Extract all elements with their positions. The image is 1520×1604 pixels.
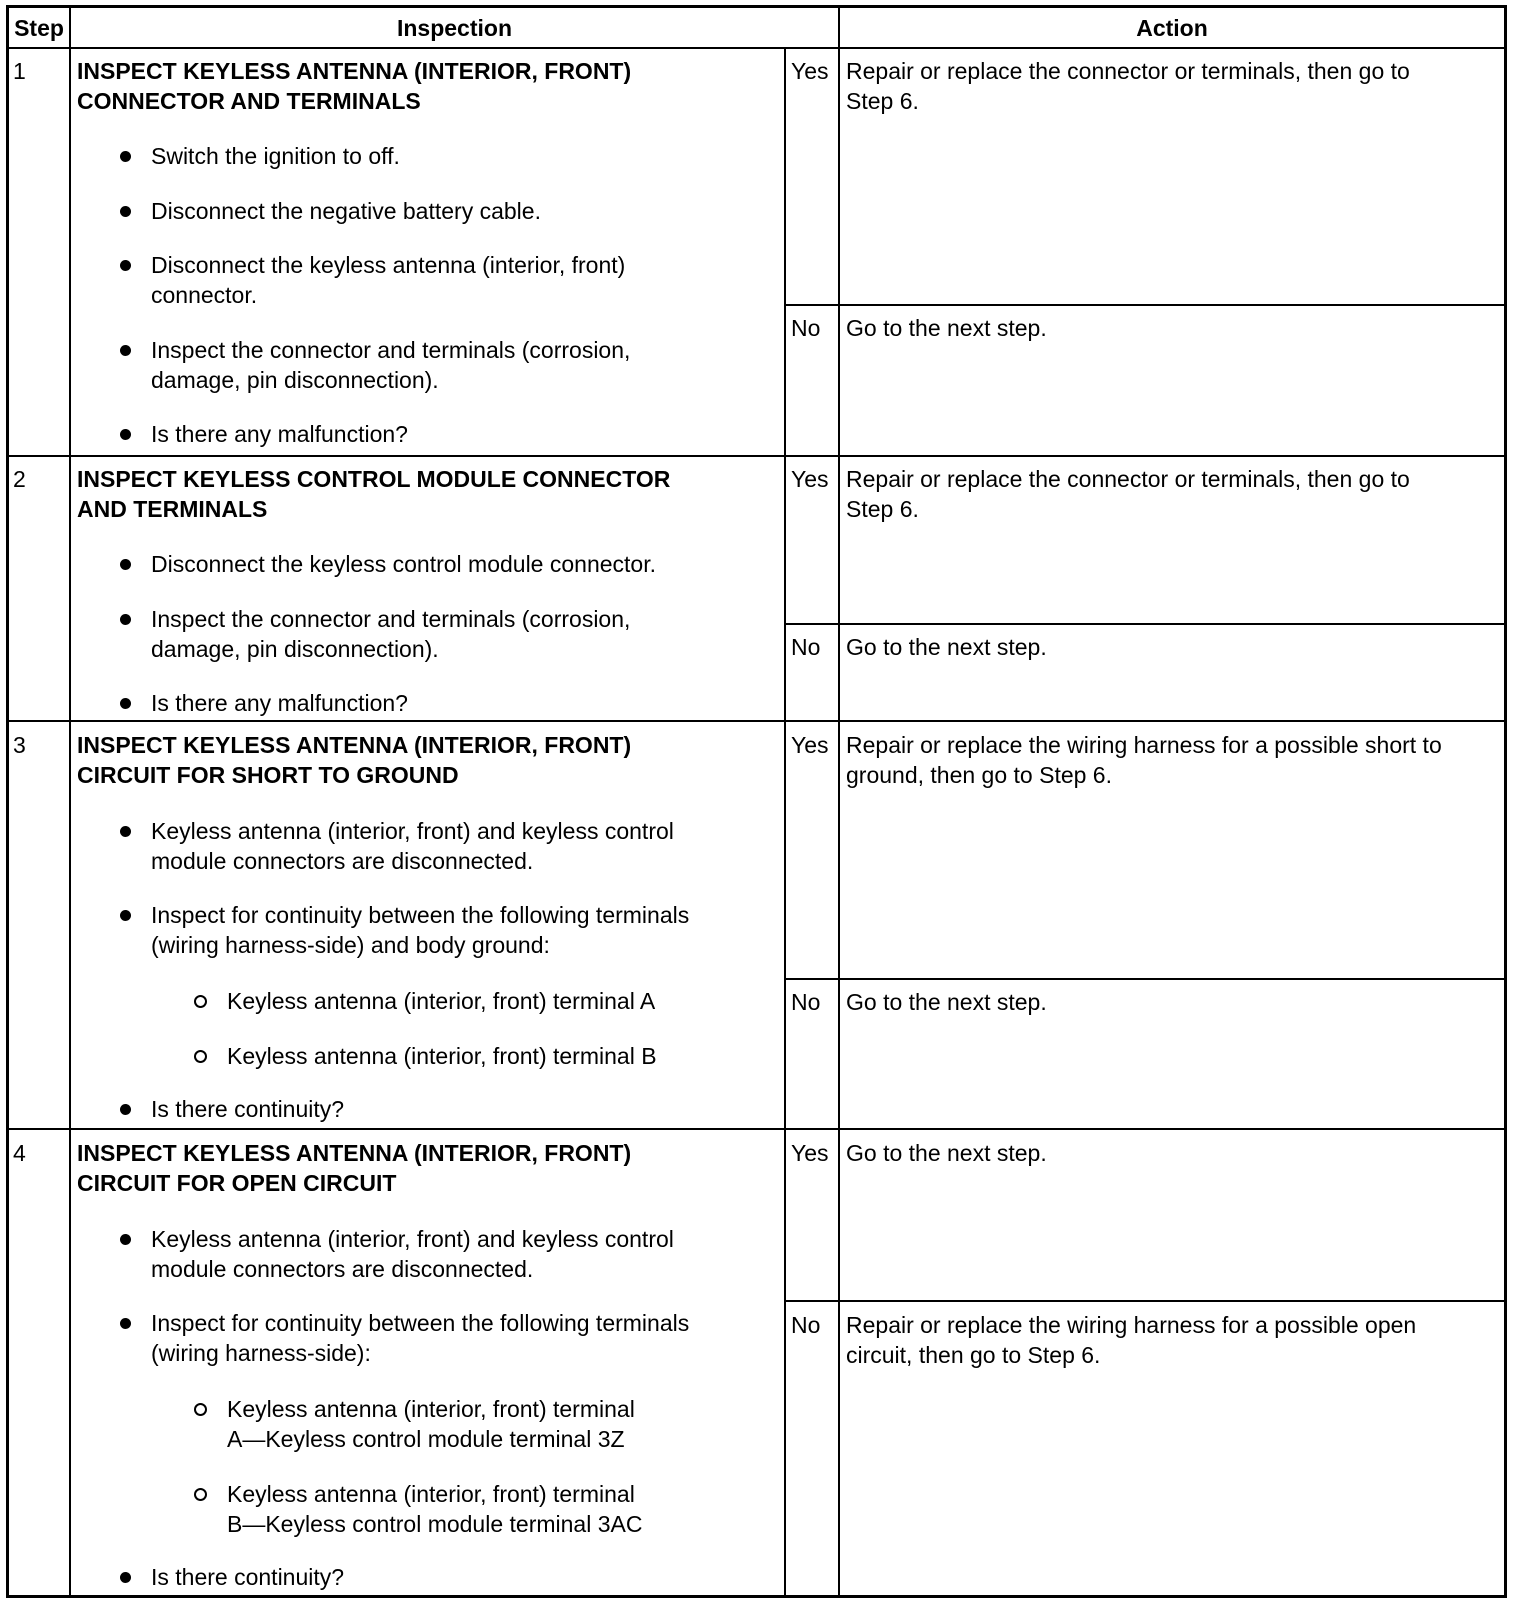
item-text: (wiring harness-side) and body ground: <box>151 932 550 958</box>
step-title-line: INSPECT KEYLESS ANTENNA (INTERIOR, FRONT) <box>77 732 632 758</box>
bullet-icon <box>120 206 131 217</box>
yes-label: Yes <box>791 732 829 758</box>
bullet-icon <box>120 1572 131 1583</box>
step-title-line: INSPECT KEYLESS CONTROL MODULE CONNECTOR <box>77 466 671 492</box>
item-text: Is there any malfunction? <box>151 421 408 447</box>
no-action: Go to the next step. <box>846 989 1047 1015</box>
item-text: damage, pin disconnection). <box>151 367 439 393</box>
row-divider-3 <box>6 1128 1507 1130</box>
table-border-right <box>1504 5 1507 1598</box>
table-border-left <box>6 5 9 1598</box>
no-label: No <box>791 634 821 660</box>
bullet-icon <box>120 614 131 625</box>
item-text: Inspect the connector and terminals (corrosion, <box>151 337 631 363</box>
item-text: Disconnect the keyless antenna (interior, front) <box>151 252 626 278</box>
header-action: Action <box>1136 15 1208 41</box>
item-text: Keyless antenna (interior, front) terminal A <box>227 988 656 1014</box>
yes-label: Yes <box>791 466 829 492</box>
item-text: Keyless antenna (interior, front) terminal B <box>227 1043 657 1069</box>
circle-bullet-icon <box>194 1488 207 1501</box>
no-label: No <box>791 1312 821 1338</box>
yes-label: Yes <box>791 1140 829 1166</box>
yes-no-divider-3 <box>784 978 1507 980</box>
item-text: Is there continuity? <box>151 1096 345 1122</box>
yes-action: ground, then go to Step 6. <box>846 762 1112 788</box>
item-text: damage, pin disconnection). <box>151 636 439 662</box>
yes-action: Go to the next step. <box>846 1140 1047 1166</box>
item-text: Is there any malfunction? <box>151 690 408 716</box>
no-action: Go to the next step. <box>846 315 1047 341</box>
bullet-icon <box>120 260 131 271</box>
item-text: Disconnect the negative battery cable. <box>151 198 541 224</box>
step-title-line: AND TERMINALS <box>77 496 268 522</box>
step-title-line: INSPECT KEYLESS ANTENNA (INTERIOR, FRONT) <box>77 1140 632 1166</box>
row-divider-2 <box>6 720 1507 722</box>
column-divider-yesno <box>784 48 786 1598</box>
row-divider-1 <box>6 455 1507 457</box>
bullet-icon <box>120 429 131 440</box>
item-text: Disconnect the keyless control module connector. <box>151 551 656 577</box>
item-text: Keyless antenna (interior, front) and keyless control <box>151 1226 674 1252</box>
bullet-icon <box>120 1318 131 1329</box>
header-step: Step <box>14 15 64 41</box>
yes-no-divider-4 <box>784 1300 1507 1302</box>
bullet-icon <box>120 910 131 921</box>
step-number: 4 <box>13 1140 26 1166</box>
circle-bullet-icon <box>194 1403 207 1416</box>
item-text: (wiring harness-side): <box>151 1340 371 1366</box>
yes-no-divider-1 <box>784 304 1507 306</box>
header-inspection: Inspection <box>396 15 512 41</box>
item-text: Inspect for continuity between the following terminals <box>151 1310 690 1336</box>
circle-bullet-icon <box>194 995 207 1008</box>
circle-bullet-icon <box>194 1050 207 1063</box>
no-label: No <box>791 989 821 1015</box>
bullet-icon <box>120 345 131 356</box>
no-label: No <box>791 315 821 341</box>
table-border-bottom <box>6 1595 1507 1598</box>
table-border-top <box>6 5 1507 8</box>
yes-action: Step 6. <box>846 496 919 522</box>
item-text: Inspect the connector and terminals (corrosion, <box>151 606 631 632</box>
yes-label: Yes <box>791 58 829 84</box>
yes-action: Step 6. <box>846 88 919 114</box>
item-text: Switch the ignition to off. <box>151 143 400 169</box>
step-title-line: CONNECTOR AND TERMINALS <box>77 88 421 114</box>
yes-action: Repair or replace the wiring harness for a possible short to <box>846 732 1442 758</box>
column-divider-action <box>838 5 840 1598</box>
yes-no-divider-2 <box>784 623 1507 625</box>
item-text: Inspect for continuity between the following terminals <box>151 902 690 928</box>
column-divider-step <box>69 5 71 1598</box>
bullet-icon <box>120 151 131 162</box>
item-text: module connectors are disconnected. <box>151 848 534 874</box>
bullet-icon <box>120 559 131 570</box>
bullet-icon <box>120 826 131 837</box>
yes-action: Repair or replace the connector or terminals, then go to <box>846 58 1410 84</box>
step-title-line: INSPECT KEYLESS ANTENNA (INTERIOR, FRONT) <box>77 58 632 84</box>
item-text: Keyless antenna (interior, front) terminal <box>227 1396 635 1422</box>
bullet-icon <box>120 1234 131 1245</box>
step-number: 2 <box>13 466 26 492</box>
item-text: Is there continuity? <box>151 1564 345 1590</box>
step-number: 3 <box>13 732 26 758</box>
yes-action: Repair or replace the connector or terminals, then go to <box>846 466 1410 492</box>
header-divider <box>6 47 1507 49</box>
item-text: connector. <box>151 282 258 308</box>
item-text: Keyless antenna (interior, front) and keyless control <box>151 818 674 844</box>
step-title-line: CIRCUIT FOR OPEN CIRCUIT <box>77 1170 397 1196</box>
item-text: A—Keyless control module terminal 3Z <box>227 1426 625 1452</box>
item-text: B—Keyless control module terminal 3AC <box>227 1511 643 1537</box>
bullet-icon <box>120 698 131 709</box>
step-number: 1 <box>13 58 26 84</box>
bullet-icon <box>120 1104 131 1115</box>
item-text: Keyless antenna (interior, front) terminal <box>227 1481 635 1507</box>
item-text: module connectors are disconnected. <box>151 1256 534 1282</box>
step-title-line: CIRCUIT FOR SHORT TO GROUND <box>77 762 459 788</box>
no-action: Repair or replace the wiring harness for a possible open <box>846 1312 1417 1338</box>
no-action: Go to the next step. <box>846 634 1047 660</box>
no-action: circuit, then go to Step 6. <box>846 1342 1101 1368</box>
